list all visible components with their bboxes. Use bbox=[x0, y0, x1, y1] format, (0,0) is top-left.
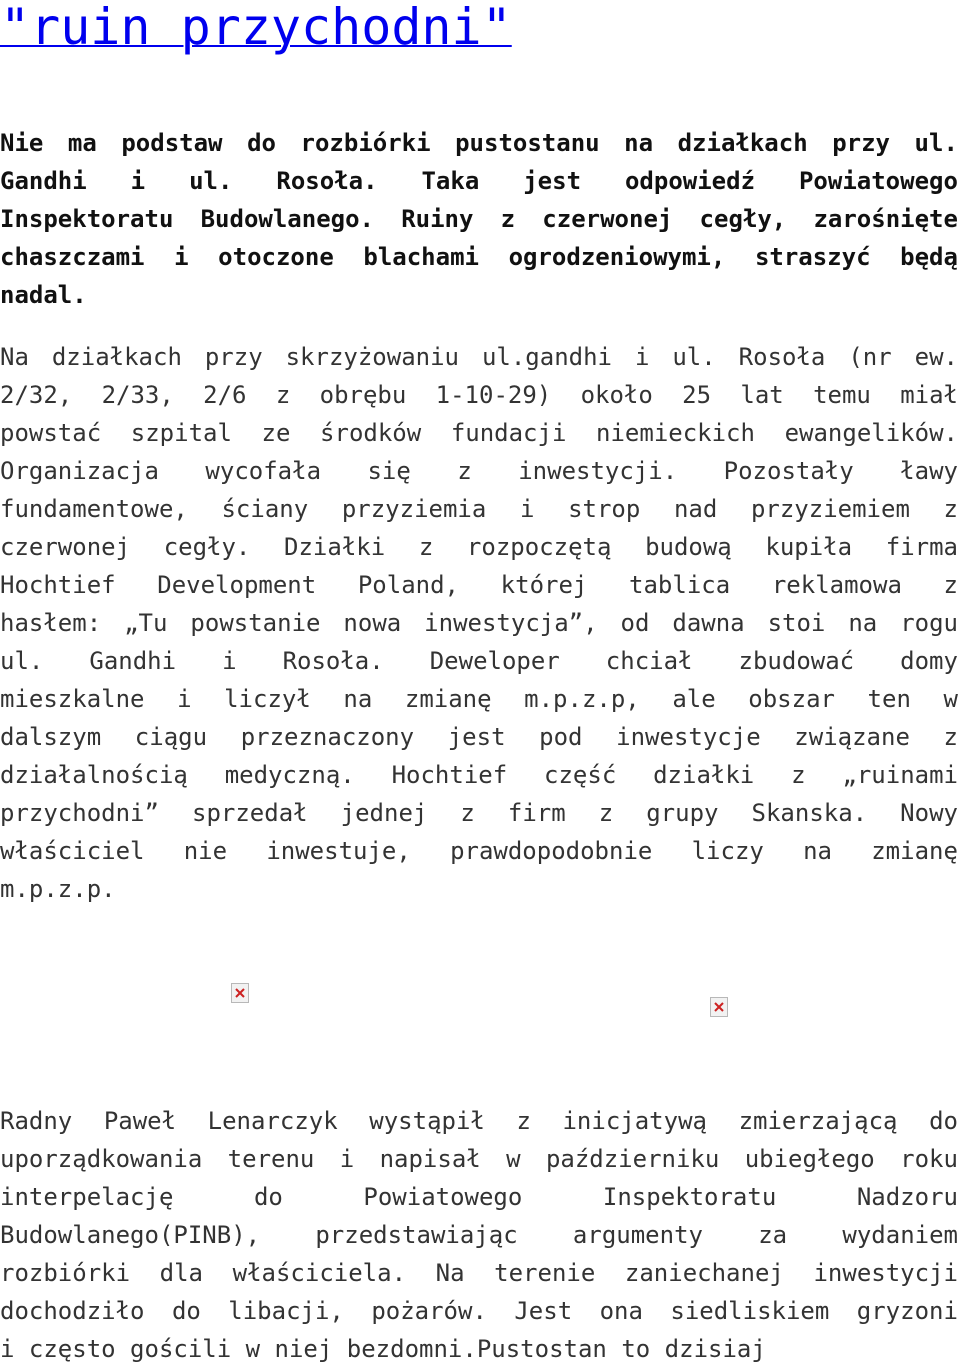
text-line: powstać szpital ze środków fundacji niemieckich ewangelików. bbox=[0, 419, 958, 447]
lead-paragraph bbox=[0, 124, 960, 314]
text-line: ul. Gandhi i Rosoła. Deweloper chciał zbudować domy bbox=[0, 647, 958, 675]
text-line: 2/32, 2/33, 2/6 z obrębu 1-10-29) około 25 lat temu miał bbox=[0, 381, 958, 409]
text-line: Na działkach przy skrzyżowaniu ul.gandhi i ul. Rosoła (nr ew. bbox=[0, 343, 958, 371]
text-line: nadal. bbox=[0, 281, 87, 309]
text-line: rozbiórki dla właściciela. Na terenie zaniechanej inwestycji bbox=[0, 1259, 958, 1287]
text-line: m.p.z.p. bbox=[0, 875, 116, 903]
text-line: Gandhi i ul. Rosoła. Taka jest odpowiedź Powiatowego bbox=[0, 167, 958, 195]
text-line: uporządkowania terenu i napisał w październiku ubiegłego roku bbox=[0, 1145, 958, 1173]
text-line: Organizacja wycofała się z inwestycji. Pozostały ławy bbox=[0, 457, 958, 485]
text-line: Radny Paweł Lenarczyk wystąpił z inicjatywą zmierzającą do bbox=[0, 1107, 958, 1135]
body-paragraph-1 bbox=[0, 338, 960, 908]
text-line: przychodni” sprzedał jednej z firm z grupy Skanska. Nowy bbox=[0, 799, 958, 827]
text-line: Nie ma podstaw do rozbiórki pustostanu na działkach przy ul. bbox=[0, 129, 958, 157]
broken-image-icon bbox=[231, 983, 249, 1003]
text-line: Budowlanego(PINB), przedstawiając argumenty za wydaniem bbox=[0, 1221, 958, 1249]
article-title-link[interactable]: "ruin przychodni" bbox=[0, 0, 512, 56]
text-line: czerwonej cegły. Działki z rozpoczętą budową kupiła firma bbox=[0, 533, 958, 561]
text-line: Hochtief Development Poland, której tablica reklamowa z bbox=[0, 571, 958, 599]
text-line: chaszczami i otoczone blachami ogrodzeniowymi, straszyć będą bbox=[0, 243, 958, 271]
text-line: dalszym ciągu przeznaczony jest pod inwestycje związane z bbox=[0, 723, 958, 751]
text-line: hasłem: „Tu powstanie nowa inwestycja”, od dawna stoi na rogu bbox=[0, 609, 958, 637]
text-line: mieszkalne i liczył na zmianę m.p.z.p, ale obszar ten w bbox=[0, 685, 958, 713]
text-line: Inspektoratu Budowlanego. Ruiny z czerwonej cegły, zarośnięte bbox=[0, 205, 958, 233]
text-line: i często gościli w niej bezdomni.Pustostan to dzisiaj bbox=[0, 1335, 766, 1363]
text-line: interpelację do Powiatowego Inspektoratu Nadzoru bbox=[0, 1183, 958, 1211]
text-line: właściciel nie inwestuje, prawdopodobnie liczy na zmianę bbox=[0, 837, 958, 865]
text-line: dochodziło do libacji, pożarów. Jest ona siedliskiem gryzoni bbox=[0, 1297, 958, 1325]
text-line: fundamentowe, ściany przyziemia i strop nad przyziemiem z bbox=[0, 495, 958, 523]
text-line: działalnością medyczną. Hochtief część działki z „ruinami bbox=[0, 761, 958, 789]
body-paragraph-2 bbox=[0, 1102, 960, 1368]
broken-image-icon bbox=[710, 997, 728, 1017]
